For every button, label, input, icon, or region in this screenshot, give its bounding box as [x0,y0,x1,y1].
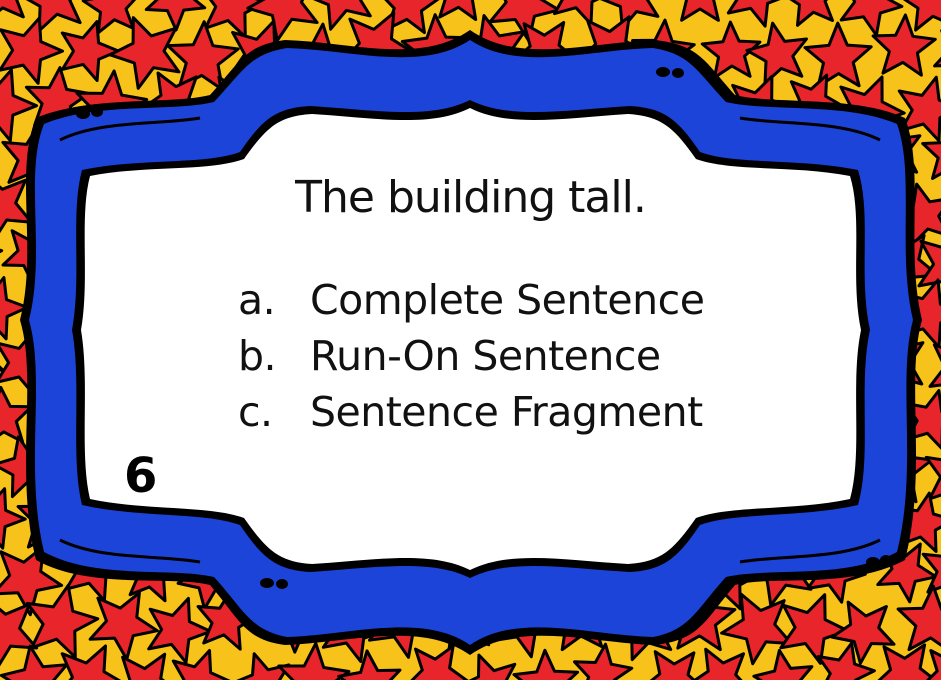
answer-options [238,275,704,443]
option-letter: c. [238,388,273,436]
option-a [238,275,704,331]
option-b [238,331,704,387]
option-text: Sentence Fragment [310,388,703,436]
option-letter: a. [238,276,276,324]
card-number: 6 [124,448,158,504]
option-c [238,387,704,443]
question-text: The building tall. [295,172,646,223]
option-letter: b. [238,332,277,380]
option-text: Run-On Sentence [310,332,661,380]
option-text: Complete Sentence [310,276,705,324]
